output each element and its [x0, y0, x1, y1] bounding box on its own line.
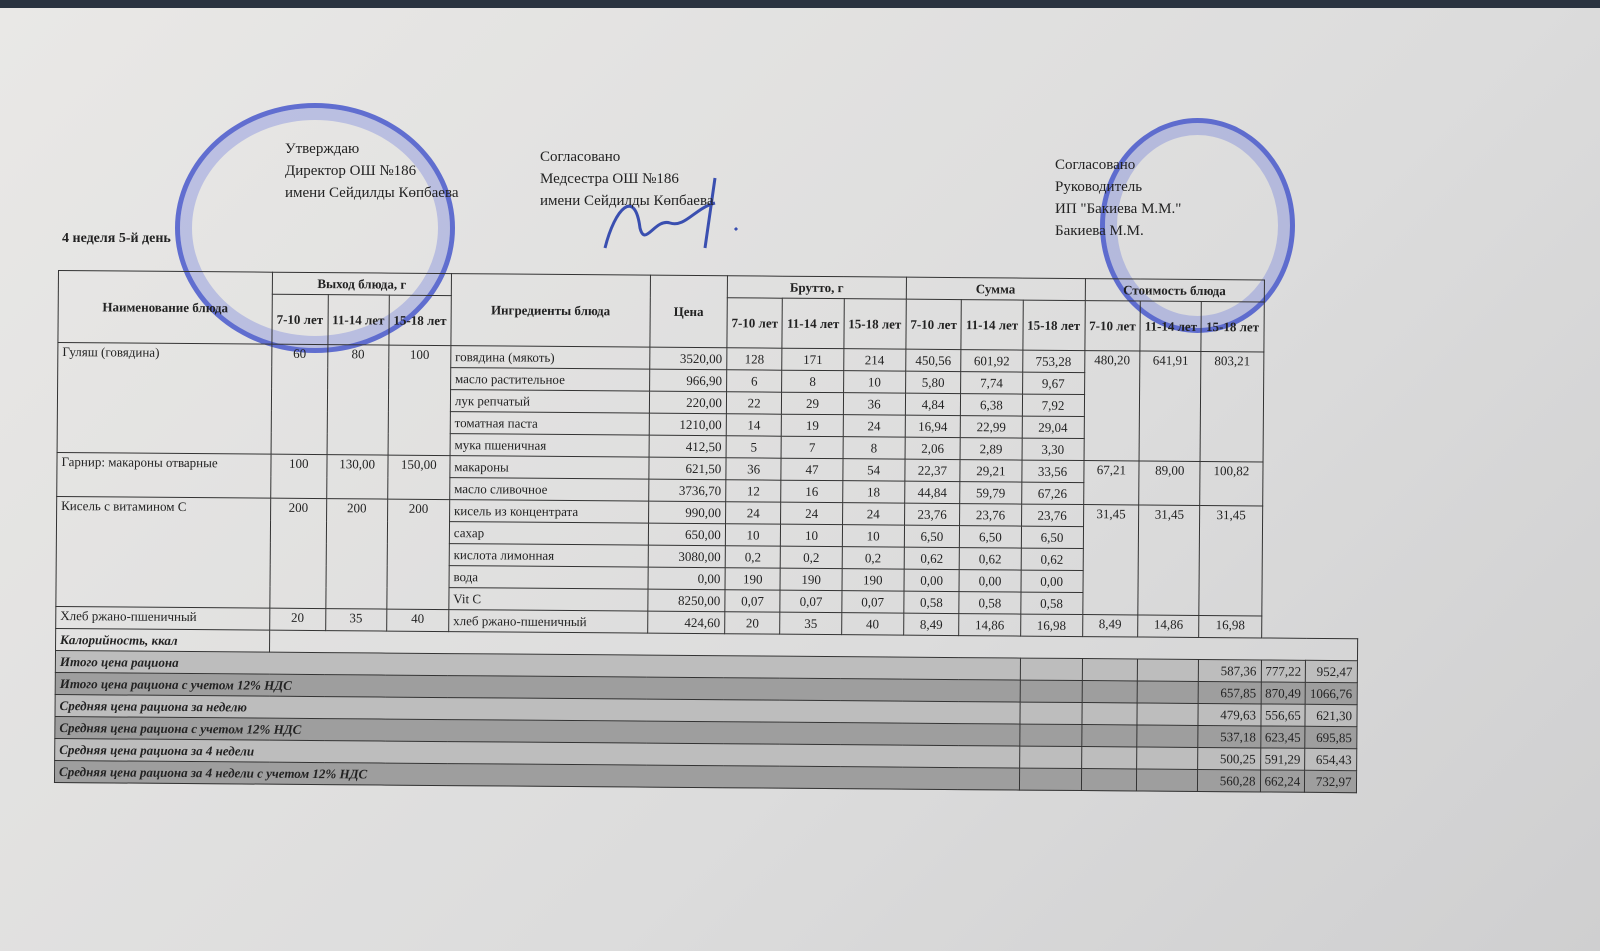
cell: 0,58	[904, 591, 960, 613]
cell: 16	[781, 480, 842, 502]
cell: 7,92	[1022, 394, 1084, 416]
summary-label: Средняя цена рациона с учетом 12% НДС	[55, 716, 1020, 746]
cell: макароны	[450, 456, 649, 480]
cell: 621,50	[649, 457, 726, 480]
cell	[1081, 747, 1137, 769]
menu-table	[54, 270, 1360, 793]
cell: масло растительное	[450, 368, 649, 392]
cell: 22,99	[960, 416, 1021, 438]
cell: 0,62	[904, 547, 960, 569]
cell: 220,00	[649, 391, 726, 414]
cell: 8250,00	[648, 589, 725, 612]
age-header: 7-10 лет	[727, 298, 783, 348]
col-ingredients: Ингредиенты блюда	[451, 274, 651, 348]
cell: 6,50	[904, 525, 960, 547]
cell: 60	[271, 344, 327, 454]
cell: 8,49	[1082, 615, 1138, 637]
cell: 31,45	[1138, 505, 1200, 615]
age-header: 15-18 лет	[1022, 300, 1084, 350]
approval-role: Руководитель	[1055, 179, 1143, 195]
cell: вода	[449, 566, 648, 590]
cell: 150,00	[388, 455, 450, 499]
cell: 7	[781, 436, 842, 458]
cell: 412,50	[649, 435, 726, 458]
cell: 6,38	[961, 394, 1022, 416]
cell: 12	[726, 480, 782, 502]
approval-right	[1055, 154, 1181, 242]
cell: 54	[843, 459, 905, 481]
cell: 650,00	[648, 523, 725, 546]
cell: 6,50	[960, 526, 1021, 548]
cell: 5,80	[905, 371, 961, 393]
cell: 80	[327, 345, 389, 455]
cell: 190	[842, 569, 904, 591]
cell: 29,04	[1022, 416, 1084, 438]
cell: 3,30	[1022, 438, 1084, 460]
cell: Гарнир: макароны отварные	[57, 452, 271, 498]
cell: 537,18	[1198, 725, 1260, 747]
cell: 657,85	[1199, 681, 1261, 703]
cell: томатная паста	[450, 412, 649, 436]
cell	[1019, 768, 1081, 790]
cell	[1019, 724, 1081, 746]
document-photo	[0, 8, 1600, 951]
cell: 0,2	[842, 547, 904, 569]
cell: 560,28	[1198, 769, 1260, 791]
cell: 0,00	[1021, 570, 1083, 592]
cell: 100	[271, 454, 327, 498]
cell: 966,90	[649, 369, 726, 392]
cell: 777,22	[1261, 660, 1306, 682]
cell: 0,00	[648, 567, 725, 590]
cell: 10	[725, 524, 781, 546]
approval-title: Утверждаю	[285, 141, 360, 157]
cell: 0,00	[904, 569, 960, 591]
cell: 23,76	[904, 503, 960, 525]
cell: Хлеб ржано-пшеничный	[56, 606, 270, 630]
cell: Гуляш (говядина)	[57, 343, 272, 455]
cell: 591,29	[1260, 748, 1305, 770]
cell: 9,67	[1022, 372, 1084, 394]
cell	[1137, 747, 1198, 769]
cell: 67,21	[1083, 461, 1139, 505]
cell	[1020, 702, 1082, 724]
cell: 8	[782, 370, 843, 392]
cell	[1137, 725, 1198, 747]
cell: 654,43	[1305, 748, 1356, 770]
cell: Vit C	[449, 588, 648, 612]
cell	[1137, 659, 1198, 681]
cell: 67,26	[1021, 482, 1083, 504]
cell: 1066,76	[1305, 682, 1356, 704]
cell: 40	[841, 613, 903, 635]
cell: 200	[387, 499, 450, 609]
cell: 10	[843, 371, 905, 393]
cell: 0,2	[725, 546, 781, 568]
cell: 990,00	[648, 501, 725, 524]
age-header: 7-10 лет	[906, 299, 962, 349]
cell: 4,84	[905, 393, 961, 415]
cell: 35	[780, 612, 841, 634]
cell: 14,86	[1138, 615, 1199, 637]
cell: 10	[842, 525, 904, 547]
cell: 40	[387, 609, 449, 631]
cell: 44,84	[904, 481, 960, 503]
approval-role: Медсестра ОШ №186	[540, 171, 679, 187]
cell: 31,45	[1199, 505, 1262, 615]
col-name: Наименование блюда	[58, 271, 273, 345]
cell: 22,37	[905, 459, 961, 481]
cell: 200	[270, 498, 326, 608]
cell: 500,25	[1198, 747, 1260, 769]
cell	[1082, 681, 1138, 703]
cell: Кисель с витамином С	[56, 496, 271, 608]
approval-title: Согласовано	[1055, 157, 1136, 173]
cell: 14	[726, 414, 782, 436]
cell	[1137, 703, 1198, 725]
cell: 14,86	[959, 614, 1020, 636]
age-header: 15-18 лет	[844, 299, 906, 349]
cell: 18	[842, 481, 904, 503]
cell: 190	[780, 568, 841, 590]
summary-label: Средняя цена рациона за 4 недели	[55, 738, 1020, 768]
approval-school: имени Сейдилды Көпбаева	[540, 193, 714, 209]
cell: 100,82	[1200, 461, 1262, 505]
cell: 623,45	[1260, 726, 1305, 748]
cell: хлеб ржано-пшеничный	[449, 610, 648, 634]
cell: 0,62	[1021, 548, 1083, 570]
cell: 10	[781, 524, 842, 546]
cell: 100	[388, 345, 451, 455]
cell: 190	[725, 568, 781, 590]
cell: 6,50	[1021, 526, 1083, 548]
cell: 8	[843, 437, 905, 459]
cell: лук репчатый	[450, 390, 649, 414]
approval-middle	[540, 146, 713, 212]
cell: 47	[781, 458, 842, 480]
cell: 0,07	[780, 590, 841, 612]
cell: 2,06	[905, 437, 961, 459]
approval-person: Бакиева М.М.	[1055, 223, 1144, 239]
cell: 171	[782, 348, 843, 370]
calories-label: Калорийность, ккал	[56, 628, 270, 652]
cell: 641,91	[1139, 351, 1201, 461]
cell: 732,97	[1305, 770, 1356, 792]
cell: 0,07	[725, 590, 781, 612]
col-output: Выход блюда, г	[272, 272, 451, 295]
cell	[1137, 681, 1198, 703]
cell: кисель из концентрата	[449, 500, 648, 524]
approval-role: Директор ОШ №186	[285, 163, 417, 179]
age-header: 15-18 лет	[1201, 301, 1263, 351]
cell: 7,74	[961, 372, 1022, 394]
approval-left	[285, 138, 458, 204]
cell: 3736,70	[649, 479, 726, 502]
cell: 24	[843, 415, 905, 437]
col-sum: Сумма	[906, 277, 1085, 300]
cell: 89,00	[1139, 461, 1201, 505]
cell: 23,76	[960, 504, 1021, 526]
cell: 23,76	[1021, 504, 1083, 526]
approval-company: ИП "Бакиева М.М."	[1055, 201, 1182, 217]
cell: 0,00	[959, 570, 1020, 592]
cell: 870,49	[1261, 682, 1306, 704]
col-price: Цена	[650, 275, 728, 348]
cell: 952,47	[1306, 660, 1357, 682]
cell	[1082, 659, 1138, 681]
summary-label: Средняя цена рациона за неделю	[55, 694, 1020, 724]
cell: 130,00	[326, 455, 388, 499]
cell	[1020, 680, 1082, 702]
cell	[1020, 658, 1082, 680]
cell: 621,30	[1305, 704, 1356, 726]
age-header: 11-14 лет	[961, 300, 1023, 350]
cell: 29,21	[960, 460, 1021, 482]
cell: 24	[781, 502, 842, 524]
approval-title: Согласовано	[540, 149, 621, 165]
cell: 214	[843, 349, 905, 371]
cell: 29	[782, 392, 843, 414]
cell	[1081, 769, 1137, 791]
summary-label: Средняя цена рациона за 4 недели с учетом 12% НДС	[54, 760, 1019, 790]
cell: 200	[325, 499, 387, 609]
age-header: 11-14 лет	[1140, 301, 1202, 351]
cell: 5	[726, 436, 782, 458]
cell: 20	[270, 608, 326, 630]
cell: 3080,00	[648, 545, 725, 568]
summary-label: Итого цена рациона	[55, 650, 1020, 680]
cell: 601,92	[961, 350, 1022, 372]
cell: 480,20	[1084, 351, 1140, 461]
cell: 24	[842, 503, 904, 525]
cell: 24	[725, 502, 781, 524]
cell: 36	[726, 458, 782, 480]
cell: мука пшеничная	[450, 434, 649, 458]
age-header: 7-10 лет	[1085, 301, 1141, 351]
col-cost: Стоимость блюда	[1085, 279, 1264, 302]
cell: 16,94	[905, 415, 961, 437]
age-header: 15-18 лет	[389, 295, 451, 345]
cell: 2,89	[960, 438, 1021, 460]
cell: сахар	[449, 522, 648, 546]
cell: 662,24	[1260, 770, 1305, 792]
age-header: 11-14 лет	[782, 298, 844, 348]
cell: 33,56	[1021, 460, 1083, 482]
cell: 3520,00	[650, 347, 727, 370]
cell: 695,85	[1305, 726, 1356, 748]
cell	[1081, 725, 1137, 747]
cell: говядина (мякоть)	[451, 346, 650, 370]
cell: 31,45	[1082, 505, 1138, 615]
cell: 803,21	[1201, 351, 1264, 461]
age-header: 7-10 лет	[272, 294, 328, 344]
cell: 587,36	[1199, 659, 1261, 681]
cell: 479,63	[1198, 703, 1260, 725]
cell: 16,98	[1020, 614, 1082, 636]
day-label: 4 неделя 5-й день	[62, 231, 171, 246]
cell: 0,58	[1020, 592, 1082, 614]
cell: 0,07	[842, 591, 904, 613]
cell: 424,60	[648, 611, 725, 634]
cell: кислота лимонная	[449, 544, 648, 568]
cell: 20	[725, 612, 781, 634]
cell: 450,56	[905, 349, 961, 371]
cell: 0,62	[959, 548, 1020, 570]
cell: 36	[843, 393, 905, 415]
cell: 19	[782, 414, 843, 436]
cell: 128	[727, 348, 783, 370]
cell	[1137, 769, 1198, 791]
cell: масло сливочное	[450, 478, 649, 502]
cell	[1019, 746, 1081, 768]
cell: 1210,00	[649, 413, 726, 436]
cell: 16,98	[1199, 615, 1261, 637]
age-header: 11-14 лет	[327, 295, 389, 345]
cell: 35	[325, 609, 386, 631]
cell: 753,28	[1022, 350, 1084, 372]
cell: 8,49	[903, 613, 959, 635]
col-brutto: Брутто, г	[727, 276, 906, 299]
cell: 0,2	[781, 546, 842, 568]
cell: 6	[726, 370, 782, 392]
cell: 59,79	[960, 482, 1021, 504]
summary-label: Итого цена рациона с учетом 12% НДС	[55, 672, 1020, 702]
cell: 0,58	[959, 592, 1020, 614]
cell: 556,65	[1260, 704, 1305, 726]
approval-school: имени Сейдилды Көпбаева	[285, 185, 459, 201]
cell	[1082, 703, 1138, 725]
cell: 22	[726, 392, 782, 414]
